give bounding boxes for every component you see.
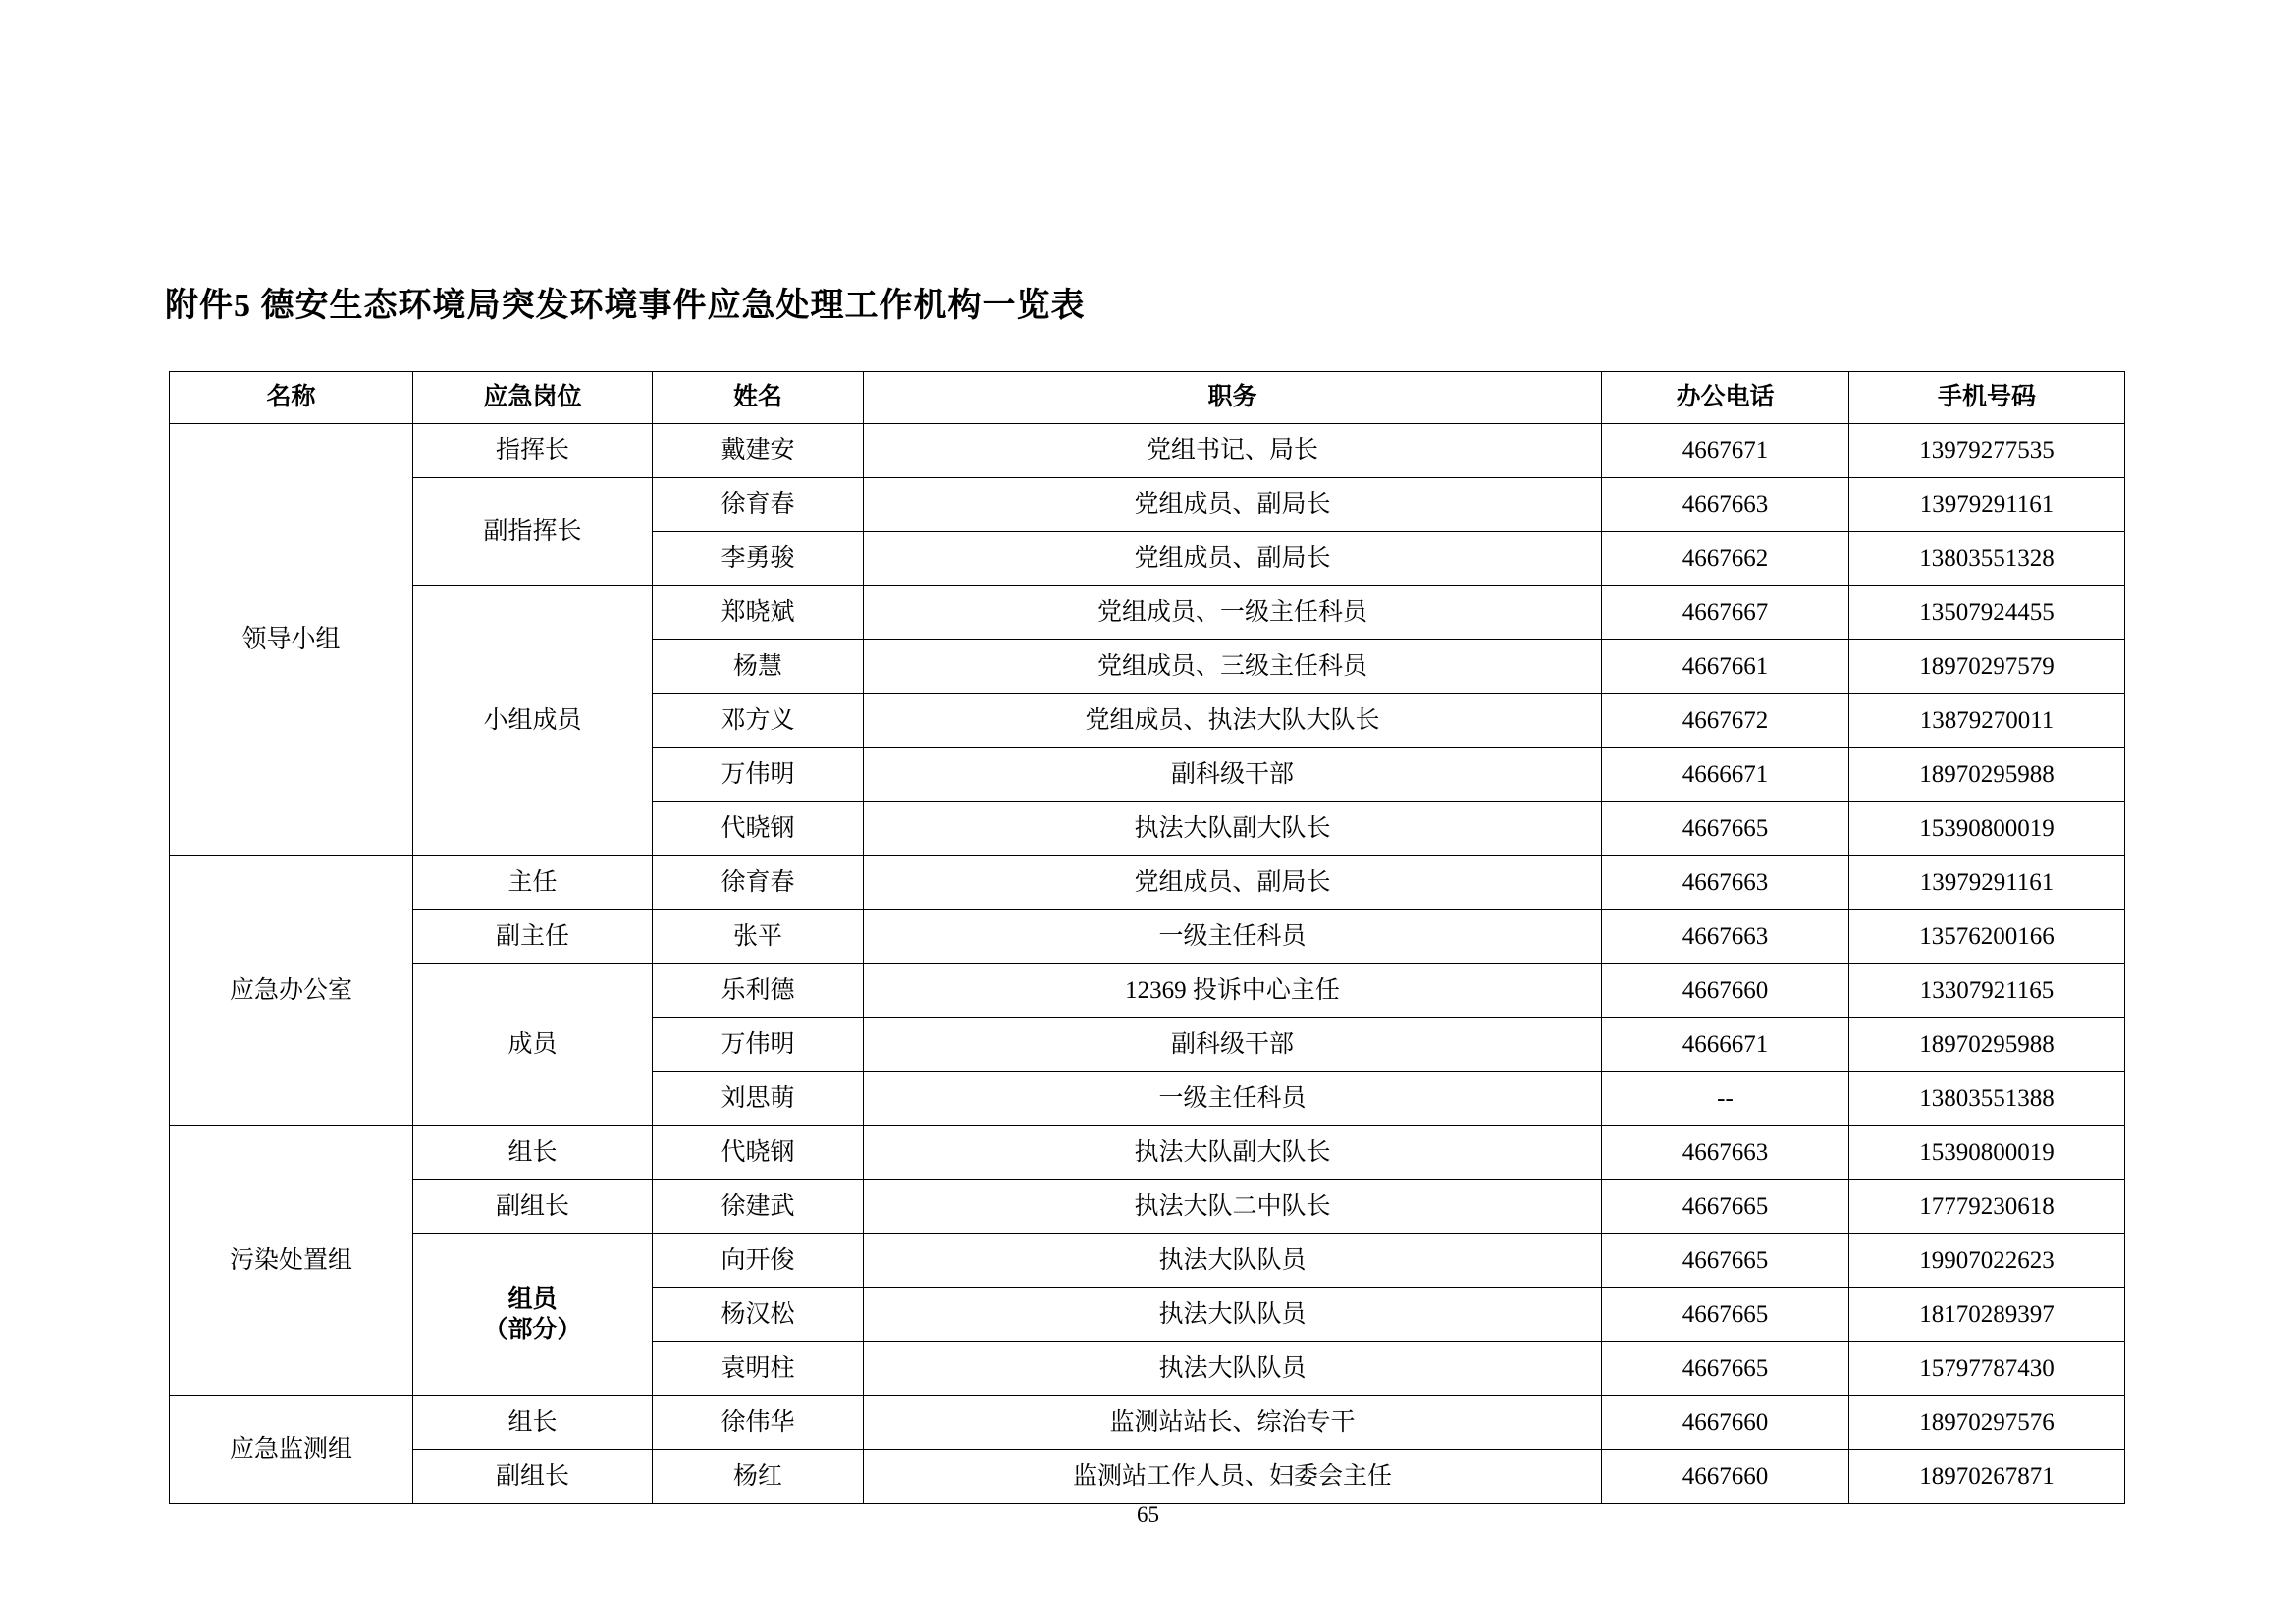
- person-name-cell: 向开俊: [653, 1234, 864, 1288]
- office-phone-cell: 4667663: [1602, 856, 1849, 910]
- person-name-cell: 徐建武: [653, 1180, 864, 1234]
- duty-cell: 执法大队副大队长: [864, 802, 1602, 856]
- person-name-cell: 李勇骏: [653, 532, 864, 586]
- person-name-cell: 邓方义: [653, 694, 864, 748]
- person-name-cell: 郑晓斌: [653, 586, 864, 640]
- duty-cell: 执法大队队员: [864, 1288, 1602, 1342]
- mobile-number-cell: 13803551388: [1849, 1072, 2125, 1126]
- duty-cell: 党组书记、局长: [864, 424, 1602, 478]
- person-name-cell: 徐伟华: [653, 1396, 864, 1450]
- duty-cell: 党组成员、三级主任科员: [864, 640, 1602, 694]
- mobile-number-cell: 17779230618: [1849, 1180, 2125, 1234]
- office-phone-cell: 4667663: [1602, 910, 1849, 964]
- office-phone-cell: 4666671: [1602, 1018, 1849, 1072]
- duty-cell: 党组成员、副局长: [864, 532, 1602, 586]
- office-phone-cell: 4667671: [1602, 424, 1849, 478]
- page-number: 65: [1137, 1502, 1159, 1527]
- mobile-number-cell: 18970267871: [1849, 1450, 2125, 1504]
- mobile-number-cell: 13979277535: [1849, 424, 2125, 478]
- table-row: [170, 1126, 2125, 1180]
- column-header-office-phone: 办公电话: [1602, 372, 1849, 424]
- group-name-cell: 污染处置组: [170, 1126, 413, 1396]
- person-name-cell: 杨汉松: [653, 1288, 864, 1342]
- mobile-number-cell: 13576200166: [1849, 910, 2125, 964]
- office-phone-cell: 4667660: [1602, 1450, 1849, 1504]
- person-name-cell: 徐育春: [653, 856, 864, 910]
- office-phone-cell: 4667665: [1602, 1180, 1849, 1234]
- duty-cell: 党组成员、副局长: [864, 478, 1602, 532]
- duty-cell: 执法大队二中队长: [864, 1180, 1602, 1234]
- mobile-number-cell: 19907022623: [1849, 1234, 2125, 1288]
- office-phone-cell: 4667665: [1602, 1288, 1849, 1342]
- mobile-number-cell: 13803551328: [1849, 532, 2125, 586]
- person-name-cell: 代晓钢: [653, 802, 864, 856]
- table-row: [170, 478, 2125, 532]
- mobile-number-cell: 18970295988: [1849, 1018, 2125, 1072]
- person-name-cell: 万伟明: [653, 1018, 864, 1072]
- column-header-person: 姓名: [653, 372, 864, 424]
- person-name-cell: 徐育春: [653, 478, 864, 532]
- post-cell: 组长: [413, 1396, 653, 1450]
- table-row: [170, 1234, 2125, 1288]
- page-title: 附件5 德安生态环境局突发环境事件应急处理工作机构一览表: [165, 288, 1086, 324]
- mobile-number-cell: 18970297576: [1849, 1396, 2125, 1450]
- duty-cell: 执法大队队员: [864, 1342, 1602, 1396]
- duty-cell: 一级主任科员: [864, 1072, 1602, 1126]
- person-name-cell: 刘思萌: [653, 1072, 864, 1126]
- post-cell: 成员: [413, 964, 653, 1126]
- table-row: [170, 1396, 2125, 1450]
- post-cell: 副指挥长: [413, 478, 653, 586]
- post-cell: [413, 1234, 653, 1396]
- mobile-number-cell: 13979291161: [1849, 856, 2125, 910]
- post-cell: 副主任: [413, 910, 653, 964]
- office-phone-cell: 4667661: [1602, 640, 1849, 694]
- column-header-name: 名称: [170, 372, 413, 424]
- duty-cell: 党组成员、执法大队大队长: [864, 694, 1602, 748]
- office-phone-cell: 4667665: [1602, 1342, 1849, 1396]
- post-cell: 主任: [413, 856, 653, 910]
- duty-cell: 党组成员、副局长: [864, 856, 1602, 910]
- duty-cell: 执法大队副大队长: [864, 1126, 1602, 1180]
- post-sublabel: （部分）: [483, 1317, 582, 1343]
- person-name-cell: 杨慧: [653, 640, 864, 694]
- office-phone-cell: 4667665: [1602, 1234, 1849, 1288]
- column-header-post: 应急岗位: [413, 372, 653, 424]
- table-row: [170, 964, 2125, 1018]
- person-name-cell: 袁明柱: [653, 1342, 864, 1396]
- office-phone-cell: 4667663: [1602, 478, 1849, 532]
- table-row: [170, 856, 2125, 910]
- person-name-cell: 杨红: [653, 1450, 864, 1504]
- group-name-cell: 领导小组: [170, 424, 413, 856]
- person-name-cell: 万伟明: [653, 748, 864, 802]
- duty-cell: 副科级干部: [864, 1018, 1602, 1072]
- post-cell: 副组长: [413, 1180, 653, 1234]
- duty-cell: 副科级干部: [864, 748, 1602, 802]
- office-phone-cell: 4666671: [1602, 748, 1849, 802]
- duty-cell: 监测站工作人员、妇委会主任: [864, 1450, 1602, 1504]
- person-name-cell: 张平: [653, 910, 864, 964]
- group-name-cell: 应急监测组: [170, 1396, 413, 1504]
- person-name-cell: 乐利德: [653, 964, 864, 1018]
- office-phone-cell: 4667672: [1602, 694, 1849, 748]
- table-body: [170, 424, 2125, 1504]
- mobile-number-cell: 18970297579: [1849, 640, 2125, 694]
- office-phone-cell: --: [1602, 1072, 1849, 1126]
- post-cell: 小组成员: [413, 586, 653, 856]
- mobile-number-cell: 13979291161: [1849, 478, 2125, 532]
- duty-cell: 一级主任科员: [864, 910, 1602, 964]
- table-header-row: [170, 372, 2125, 424]
- column-header-mobile: 手机号码: [1849, 372, 2125, 424]
- group-name-cell: 应急办公室: [170, 856, 413, 1126]
- mobile-number-cell: 13507924455: [1849, 586, 2125, 640]
- post-cell: 副组长: [413, 1450, 653, 1504]
- mobile-number-cell: 15390800019: [1849, 1126, 2125, 1180]
- mobile-number-cell: 15390800019: [1849, 802, 2125, 856]
- person-name-cell: 戴建安: [653, 424, 864, 478]
- table-row: [170, 1180, 2125, 1234]
- office-phone-cell: 4667667: [1602, 586, 1849, 640]
- table-row: [170, 1450, 2125, 1504]
- duty-cell: 执法大队队员: [864, 1234, 1602, 1288]
- mobile-number-cell: 18970295988: [1849, 748, 2125, 802]
- table-header: [170, 372, 2125, 424]
- office-phone-cell: 4667660: [1602, 964, 1849, 1018]
- person-name-cell: 代晓钢: [653, 1126, 864, 1180]
- post-cell: 指挥长: [413, 424, 653, 478]
- office-phone-cell: 4667665: [1602, 802, 1849, 856]
- duty-cell: 监测站站长、综治专干: [864, 1396, 1602, 1450]
- post-label: 组员: [507, 1285, 558, 1313]
- office-phone-cell: 4667660: [1602, 1396, 1849, 1450]
- table-row: [170, 424, 2125, 478]
- post-cell: 组长: [413, 1126, 653, 1180]
- table-row: [170, 910, 2125, 964]
- mobile-number-cell: 13307921165: [1849, 964, 2125, 1018]
- mobile-number-cell: 18170289397: [1849, 1288, 2125, 1342]
- column-header-duty: 职务: [864, 372, 1602, 424]
- table-row: [170, 586, 2125, 640]
- duty-cell: 党组成员、一级主任科员: [864, 586, 1602, 640]
- duty-cell: 12369 投诉中心主任: [864, 964, 1602, 1018]
- office-phone-cell: 4667662: [1602, 532, 1849, 586]
- mobile-number-cell: 15797787430: [1849, 1342, 2125, 1396]
- office-phone-cell: 4667663: [1602, 1126, 1849, 1180]
- emergency-org-table: [169, 371, 2125, 1504]
- mobile-number-cell: 13879270011: [1849, 694, 2125, 748]
